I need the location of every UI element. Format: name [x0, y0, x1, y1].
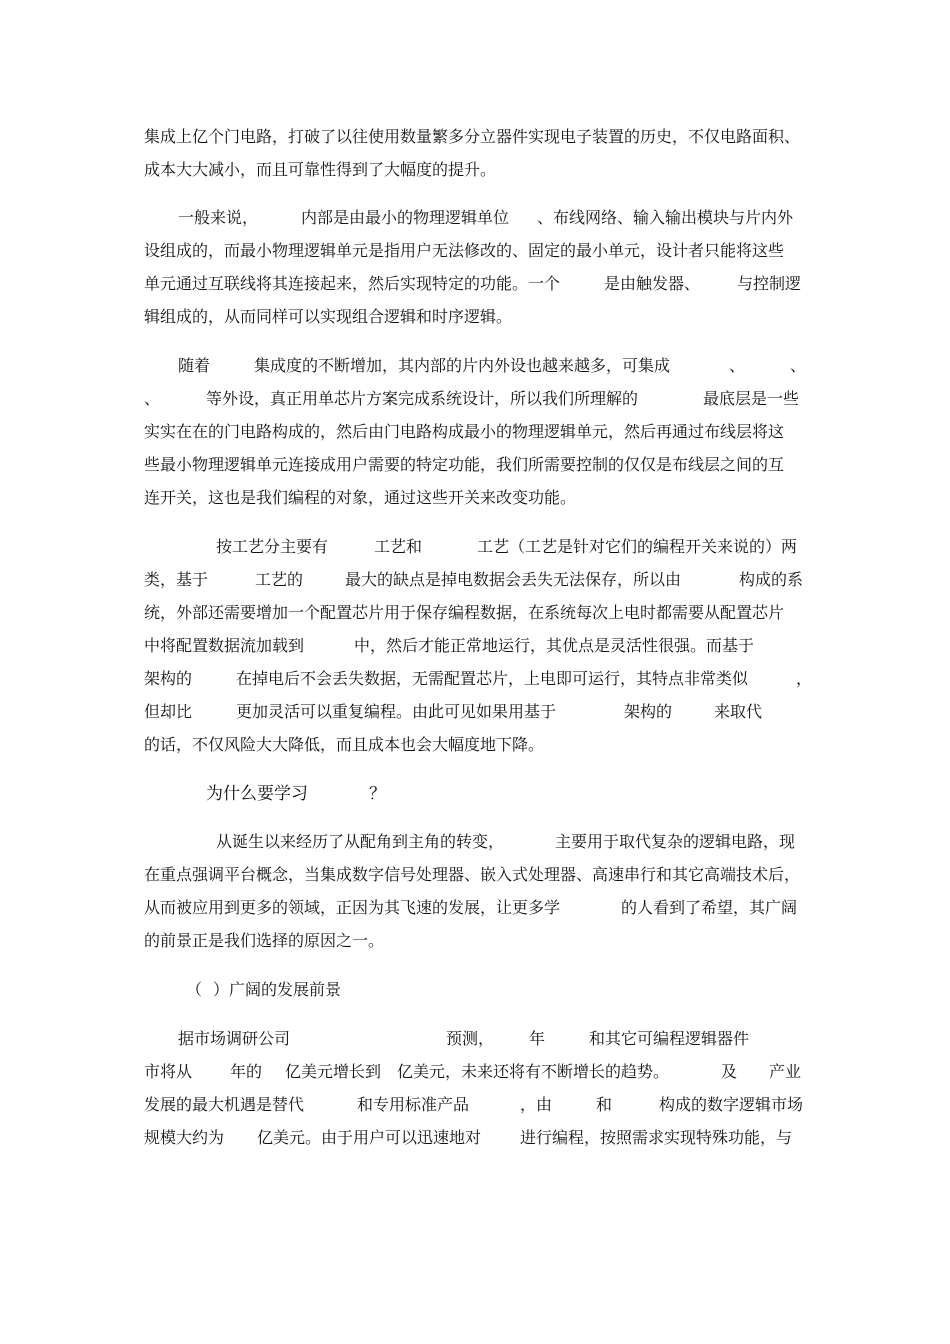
text-run: 些最小物理逻辑单元连接成用户需要的特定功能，我们所需要控制的仅仅是布线层之间的互: [144, 455, 785, 474]
text-run: 架构的: [624, 702, 673, 721]
text-line: [0, 832, 950, 862]
text-run: 从而被应用到更多的领域，正因为其飞速的发展，让更多学: [144, 898, 561, 917]
text-run: 工艺和: [374, 537, 423, 556]
text-run: 的话，不仅风险大大降低，而且成本也会大幅度地下降。: [144, 735, 545, 754]
text-run: 来取代: [714, 702, 763, 721]
text-run: 的前景正是我们选择的原因之一。: [144, 931, 385, 950]
text-line: [0, 274, 950, 304]
text-line: [0, 735, 950, 765]
text-run: 从诞生以来经历了从配角到主角的转变，: [216, 832, 505, 851]
text-run: 连开关，这也是我们编程的对象，通过这些开关来改变功能。: [144, 488, 577, 507]
text-run: 、: [144, 389, 161, 408]
text-run: 辑组成的，从而同样可以实现组合逻辑和时序逻辑。: [144, 307, 513, 326]
text-run: 年: [529, 1029, 546, 1048]
text-run: 产业: [769, 1062, 802, 1081]
text-run: 和专用标准产品: [357, 1095, 470, 1114]
text-line: [0, 898, 950, 928]
text-run: 中将配置数据流加载到: [144, 636, 305, 655]
text-run: 中，然后才能正常地运行，其优点是灵活性很强。而基于: [354, 636, 755, 655]
text-run: 在掉电后不会丢失数据，无需配置芯片，上电即可运行，其特点非常类似: [236, 669, 749, 688]
text-line: [0, 603, 950, 633]
text-line: [0, 160, 950, 190]
text-run: ，由: [520, 1095, 553, 1114]
text-line: [0, 455, 950, 485]
text-line: [0, 422, 950, 452]
text-run: 及: [721, 1062, 738, 1081]
text-run: 设组成的，而最小物理逻辑单元是指用户无法修改的、固定的最小单元，设计者只能将这些: [144, 241, 785, 260]
text-run: 和: [596, 1095, 613, 1114]
text-line: [0, 1029, 950, 1059]
text-run: 类，基于: [144, 570, 209, 589]
text-run: 构成的系: [739, 570, 804, 589]
text-line: [0, 931, 950, 961]
text-run: 、布线网络、输入输出模块与片内外: [537, 208, 794, 227]
heading-text: ）广阔的发展前景: [213, 980, 342, 999]
text-run: 实实在在的门电路构成的，然后由门电路构成最小的物理逻辑单元，然后再通过布线层将这: [144, 422, 785, 441]
text-line: [0, 1095, 950, 1125]
text-run: 构成的数字逻辑市场: [659, 1095, 804, 1114]
text-run: 集成上亿个门电路，打破了以往使用数量繁多分立器件实现电子装置的历史，不仅电路面积、: [144, 127, 801, 146]
text-line: [0, 127, 950, 157]
text-run: 等外设，真正用单芯片方案完成系统设计，所以我们所理解的: [206, 389, 639, 408]
text-run: 预测，: [446, 1029, 495, 1048]
text-run: 和其它可编程逻辑器件: [589, 1029, 750, 1048]
subsection-heading: [0, 980, 950, 1010]
heading-text: 为什么要学习: [206, 784, 308, 804]
section-heading: [0, 784, 950, 814]
text-run: 按工艺分主要有: [216, 537, 329, 556]
text-line: [0, 702, 950, 732]
text-run: 最大的缺点是掉电数据会丢失无法保存，所以由: [345, 570, 682, 589]
text-run: 亿美元增长到: [285, 1062, 382, 1081]
text-run: 主要用于取代复杂的逻辑电路，现: [555, 832, 796, 851]
text-line: [0, 669, 950, 699]
text-run: 是由触发器、: [604, 274, 701, 293]
text-run: 亿美元。由于用户可以迅速地对: [257, 1128, 482, 1147]
heading-text: ？: [369, 784, 386, 804]
text-line: [0, 488, 950, 518]
text-run: 年的: [230, 1062, 263, 1081]
text-run: 亿美元，未来还将有不断增长的趋势。: [397, 1062, 670, 1081]
text-run: 进行编程，按照需求实现特殊功能，与: [520, 1128, 793, 1147]
text-run: 发展的最大机遇是替代: [144, 1095, 305, 1114]
text-run: 工艺的: [255, 570, 304, 589]
text-line: [0, 636, 950, 666]
text-run: 但却比: [144, 702, 193, 721]
text-line: [0, 537, 950, 567]
text-run: 规模大约为: [144, 1128, 225, 1147]
text-run: 集成度的不断增加，其内部的片内外设也越来越多，可集成: [254, 356, 671, 375]
text-run: 的人看到了希望，其广阔: [621, 898, 798, 917]
text-run: 最底层是一些: [703, 389, 800, 408]
text-run: 工艺（工艺是针对它们的编程开关来说的）两: [477, 537, 798, 556]
text-run: 更加灵活可以重复编程。由此可见如果用基于: [236, 702, 557, 721]
text-run: ，: [796, 669, 813, 688]
text-line: [0, 389, 950, 419]
text-line: [0, 1062, 950, 1092]
text-run: 与控制逻: [737, 274, 802, 293]
text-line: [0, 307, 950, 337]
text-line: [0, 1128, 950, 1158]
heading-text: （: [186, 980, 203, 999]
text-run: 据市场调研公司: [178, 1029, 291, 1048]
text-run: 成本大大减小，而且可靠性得到了大幅度的提升。: [144, 160, 497, 179]
text-line: [0, 356, 950, 386]
text-run: 、: [790, 356, 807, 375]
text-run: 单元通过互联线将其连接起来，然后实现特定的功能。一个: [144, 274, 561, 293]
text-run: 统，外部还需要增加一个配置芯片用于保存编程数据，在系统每次上电时都需要从配置芯片: [144, 603, 785, 622]
text-line: [0, 865, 950, 895]
text-run: 市将从: [144, 1062, 193, 1081]
text-run: 架构的: [144, 669, 193, 688]
text-run: 内部是由最小的物理逻辑单位: [301, 208, 510, 227]
text-line: [0, 241, 950, 271]
text-run: 一般来说，: [178, 208, 259, 227]
text-run: 随着: [178, 356, 211, 375]
text-line: [0, 570, 950, 600]
text-run: 、: [729, 356, 746, 375]
text-run: 在重点强调平台概念，当集成数字信号处理器、嵌入式处理器、高速串行和其它高端技术后，: [144, 865, 801, 884]
text-line: [0, 208, 950, 238]
